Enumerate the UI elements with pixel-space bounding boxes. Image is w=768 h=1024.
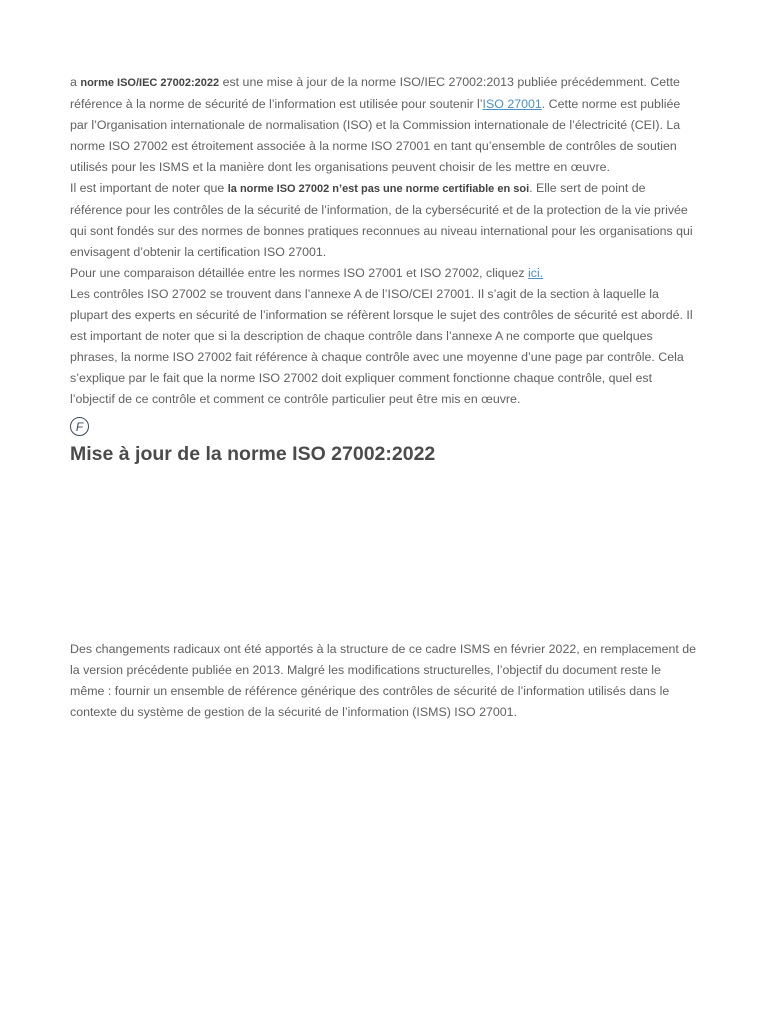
iso-27001-link[interactable]: ISO 27001 bbox=[482, 97, 542, 111]
certifiable-text-1: Il est important de noter que bbox=[70, 181, 228, 195]
intro-prefix: a bbox=[70, 75, 81, 89]
certifiable-text-2: . Elle sert de point de référence pour les contrôles de la sécurité de l’information, de la cybersécurité et de la protection de la vie privée qui sont fondés sur des normes de bonnes pratiques reconnues au niveau international pour les organisations qui envisagent d’obtenir la certification ISO 27001. bbox=[70, 181, 693, 259]
comparison-link[interactable]: ici. bbox=[528, 266, 544, 280]
changes-paragraph: Des changements radicaux ont été apportés à la structure de ce cadre ISMS en février 2022, en remplacement de la version précédente publiée en 2013. Malgré les modifications structurelles, l’objectif du document reste le même : fournir un ensemble de référence générique des contrôles de sécurité de l’information utilisés dans le contexte du système de gestion de la sécurité de l’information (ISMS) ISO 27001. bbox=[70, 642, 697, 719]
section-heading: Mise à jour de la norme ISO 27002:2022 bbox=[70, 443, 436, 465]
intro-bold-standard: norme ISO/IEC 27002:2022 bbox=[80, 77, 220, 89]
comparison-text: Pour une comparaison détaillée entre les normes ISO 27001 et ISO 27002, cliquez bbox=[70, 266, 529, 280]
intro-paragraph bbox=[70, 72, 698, 178]
f-circle-letter: F bbox=[75, 419, 84, 434]
intro-text-2: . Cette norme est publiée par l’Organisation internationale de normalisation (ISO) et la Commission internationale de l’électricité (CEI). La norme ISO 27002 est étroitement associée à la norme ISO 27001 en tant qu’ensemble de contrôles de soutien utilisés pour les ISMS et la manière dont les organisations peuvent choisir de les mettre en œuvre. bbox=[70, 97, 681, 174]
f-circle-icon bbox=[70, 417, 89, 436]
certifiable-paragraph bbox=[70, 178, 698, 263]
certifiable-bold: la norme ISO 27002 n’est pas une norme certifiable en soi bbox=[227, 183, 530, 195]
intro-text-1: est une mise à jour de la norme ISO/IEC 27002:2013 publiée précédemment. Cette référence à la norme de sécurité de l’information est utilisée pour soutenir l’ bbox=[70, 75, 680, 111]
controls-paragraph: Les contrôles ISO 27002 se trouvent dans l’annexe A de l’ISO/CEI 27001. Il s’agit de la section à laquelle la plupart des experts en sécurité de l’information se réfèrent lorsque le sujet des contrôles de sécurité est abordé. Il est important de noter que si la description de chaque contrôle dans l’annexe A ne comporte que quelques phrases, la norme ISO 27002 fait référence à chaque contrôle avec une moyenne d’une page par contrôle. Cela s’explique par le fait que la norme ISO 27002 doit expliquer comment fonctionne chaque contrôle, quel est l’objectif de ce contrôle et comment ce contrôle particulier peut être mis en œuvre. bbox=[70, 287, 693, 406]
comparison-paragraph bbox=[70, 263, 698, 284]
